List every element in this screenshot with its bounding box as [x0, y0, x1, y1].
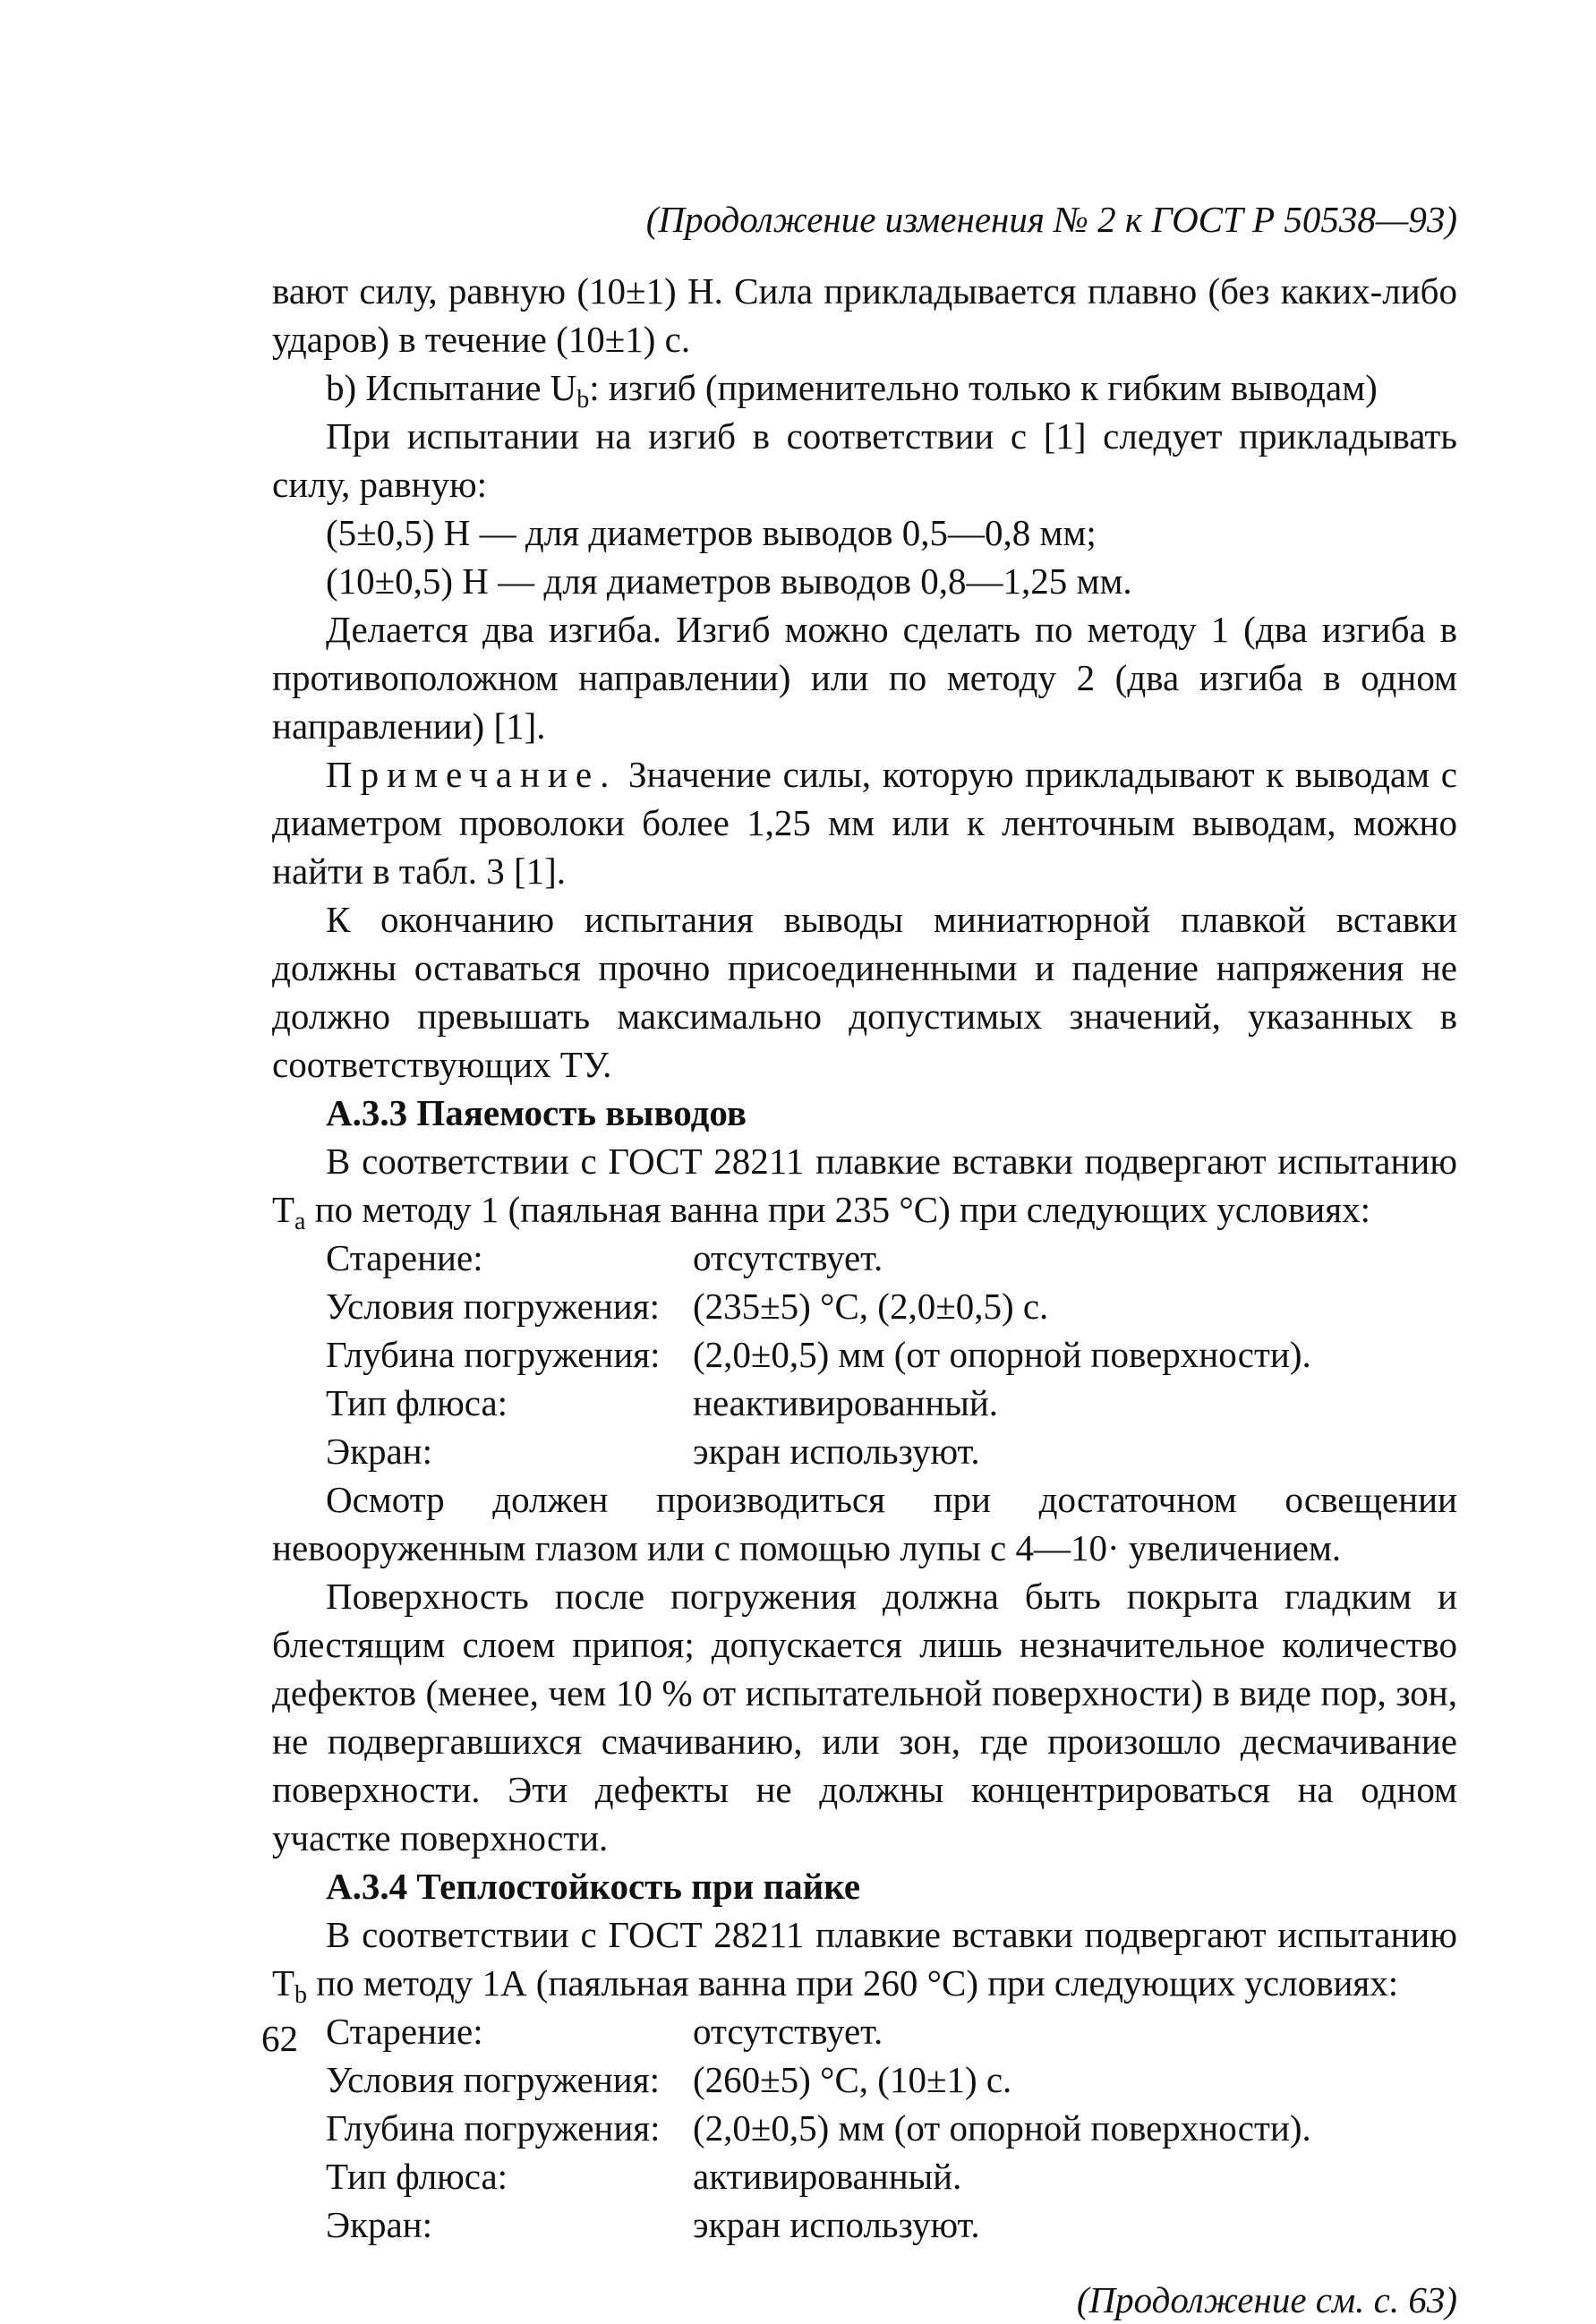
condition-row — [272, 2104, 1457, 2152]
item-b-bending-test — [272, 363, 1457, 412]
paragraph-force-application: вают силу, равную (10±1) Н. Сила прикладывается плавно (без каких-либо ударов) в течение (10±1) с. — [272, 270, 1457, 360]
section-a34-conditions — [272, 2007, 1457, 2249]
section-heading-a33: А.3.3 Паяемость выводов — [326, 1092, 747, 1133]
condition-row — [272, 2007, 1457, 2055]
paragraph-bending-force: При испытании на изгиб в соответствии с [1] следует прикладывать силу, равную: — [272, 415, 1457, 505]
item-b-suffix: : изгиб (применительно только к гибким выводам) — [589, 367, 1378, 408]
force-value-large-diameter: (10±0,5) Н — для диаметров выводов 0,8—1,25 мм. — [326, 560, 1132, 602]
condition-row — [272, 2055, 1457, 2104]
condition-key: Условия погружения: — [326, 2059, 660, 2100]
condition-row — [272, 1427, 1457, 1475]
condition-key: Экран: — [326, 1431, 433, 1472]
condition-row — [272, 1379, 1457, 1427]
section-a33-intro-subscript: a — [294, 1208, 306, 1235]
paragraph-inspection: Осмотр должен производиться при достаточном освещении невооруженным глазом или с помощью лупы с 4—10· увеличением. — [272, 1479, 1457, 1568]
section-a33-conditions — [272, 1234, 1457, 1475]
section-a34-intro — [272, 1910, 1457, 2007]
section-a33-intro — [272, 1137, 1457, 1234]
section-heading-a34: А.3.4 Теплостойкость при пайке — [326, 1866, 861, 1907]
condition-value: (260±5) °С, (10±1) с. — [693, 2059, 1012, 2100]
note-label: Примечание. — [326, 754, 618, 795]
condition-row — [272, 1330, 1457, 1379]
note-text: Значение силы, которую прикладывают к выводам с диаметром проволоки более 1,25 мм или к ленточным выводам, можно найти в табл. 3 [1]. — [272, 754, 1457, 892]
force-value-small-diameter: (5±0,5) Н — для диаметров выводов 0,5—0,8 мм; — [326, 512, 1097, 553]
condition-key: Тип флюса: — [326, 2156, 508, 2197]
condition-key: Экран: — [326, 2204, 433, 2245]
paragraph-test-completion: К окончанию испытания выводы миниатюрной плавкой вставки должны оставаться прочно присоединенными и падение напряжения не должно превышать максимально допустимых значений, указанных в соответствующих ТУ. — [272, 899, 1457, 1085]
document-page — [272, 195, 1457, 2324]
condition-value: (2,0±0,5) мм (от опорной поверхности). — [693, 2107, 1311, 2149]
condition-row — [272, 2200, 1457, 2249]
paragraph-bend-methods: Делается два изгиба. Изгиб можно сделать по методу 1 (два изгиба в противоположном направлении) или по методу 2 (два изгиба в одном направлении) [1]. — [272, 609, 1457, 747]
condition-key: Старение: — [326, 1237, 483, 1278]
condition-value: неактивированный. — [693, 1382, 999, 1423]
condition-value: экран используют. — [693, 2204, 980, 2245]
condition-value: отсутствует. — [693, 1237, 883, 1278]
section-a34-intro-start: В соответствии с ГОСТ 28211 плавкие вставки подвергают испытанию T — [272, 1914, 1457, 2004]
condition-key: Глубина погружения: — [326, 2107, 661, 2149]
condition-row — [272, 2152, 1457, 2200]
note-paragraph — [272, 750, 1457, 895]
condition-row — [272, 1234, 1457, 1282]
item-b-prefix: b) Испытание U — [326, 367, 577, 408]
continuation-note: (Продолжение см. с. 63) — [1076, 2279, 1457, 2320]
condition-value: отсутствует. — [693, 2011, 883, 2052]
section-a34-intro-subscript: b — [294, 1981, 308, 2009]
condition-key: Глубина погружения: — [326, 1334, 661, 1375]
condition-value: (235±5) °С, (2,0±0,5) с. — [693, 1286, 1049, 1327]
item-b-subscript: b — [576, 386, 590, 414]
condition-value: активированный. — [693, 2156, 962, 2197]
condition-key: Старение: — [326, 2011, 483, 2052]
condition-key: Условия погружения: — [326, 1286, 660, 1327]
condition-value: экран используют. — [693, 1431, 980, 1472]
condition-key: Тип флюса: — [326, 1382, 508, 1423]
section-a34-intro-end: по методу 1А (паяльная ванна при 260 °С) при следующих условиях: — [307, 1962, 1399, 2004]
page-number: 62 — [261, 2018, 298, 2059]
paragraph-surface-quality: Поверхность после погружения должна быть покрыта гладким и блестящим слоем припоя; допускается лишь незначительное количество дефектов (менее, чем 10 % от испытательной поверхности) в виде пор, зон, не подвергавшихся смачиванию, или зон, где произошло десмачивание поверхности. Эти дефекты не должны концентрироваться на одном участке поверхности. — [272, 1576, 1457, 1858]
condition-value: (2,0±0,5) мм (от опорной поверхности). — [693, 1334, 1311, 1375]
section-a33-intro-start: В соответствии с ГОСТ 28211 плавкие вставки подвергают испытанию T — [272, 1141, 1457, 1230]
section-a33-intro-end: по методу 1 (паяльная ванна при 235 °С) при следующих условиях: — [305, 1189, 1370, 1230]
running-header: (Продолжение изменения № 2 к ГОСТ Р 50538—93) — [645, 199, 1457, 240]
condition-row — [272, 1282, 1457, 1330]
